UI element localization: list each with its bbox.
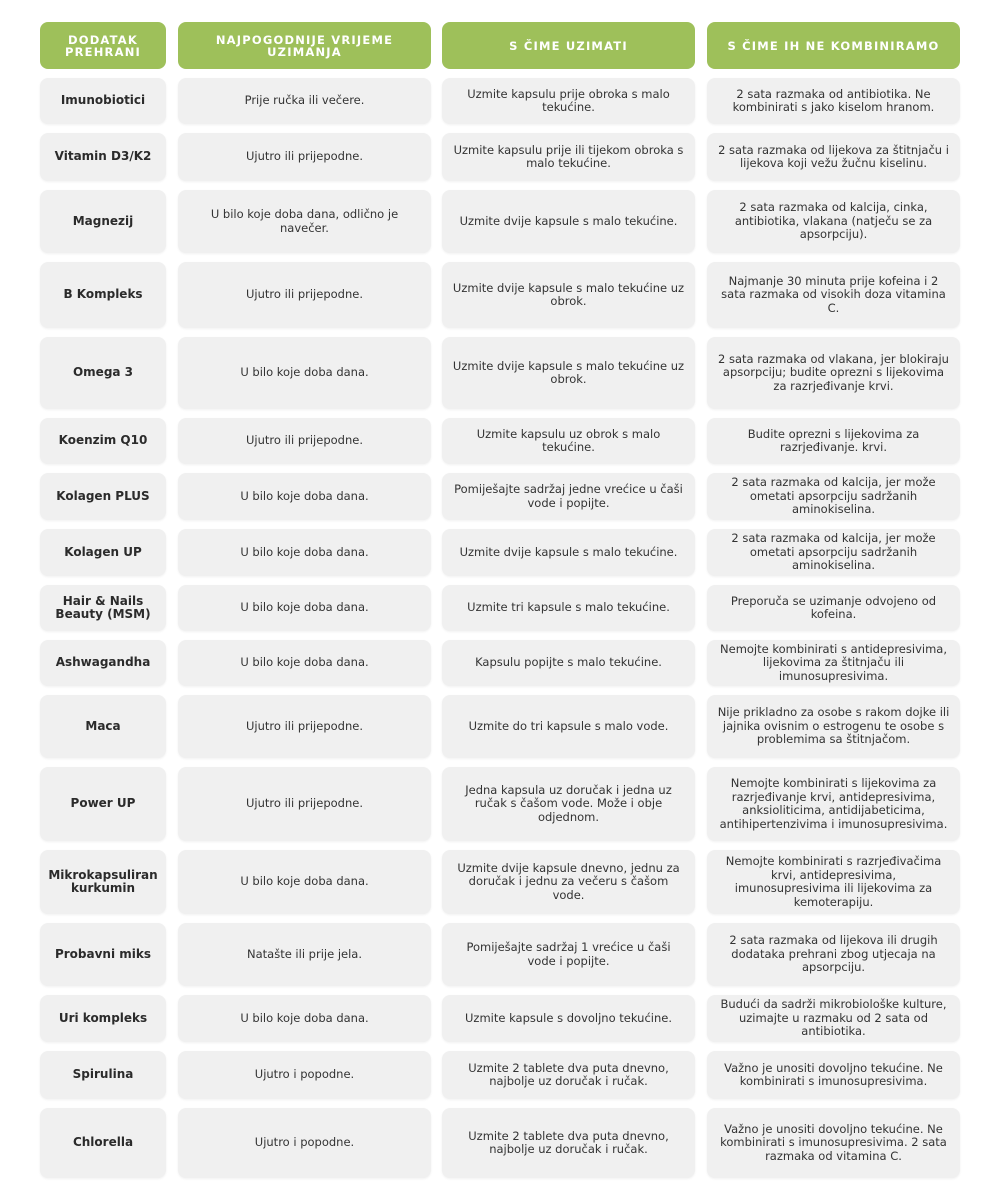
best-time: Natašte ili prije jela. bbox=[178, 923, 431, 986]
table-row bbox=[40, 850, 960, 914]
best-time: Prije ručka ili večere. bbox=[178, 78, 431, 124]
take-with: Uzmite kapsulu prije ili tijekom obroka s malo tekućine. bbox=[442, 133, 695, 181]
supplement-name: Vitamin D3/K2 bbox=[40, 133, 166, 181]
supplement-name: Spirulina bbox=[40, 1051, 166, 1099]
take-with: Uzmite dvije kapsule dnevno, jednu za doručak i jednu za večeru s čašom vode. bbox=[442, 850, 695, 914]
table-row bbox=[40, 1051, 960, 1099]
do-not-combine: Važno je unositi dovoljno tekućine. Ne kombinirati s imunosupresivima. bbox=[707, 1051, 960, 1099]
take-with: Uzmite dvije kapsule s malo tekućine uz obrok. bbox=[442, 337, 695, 409]
table-row bbox=[40, 1108, 960, 1178]
take-with: Uzmite kapsule s dovoljno tekućine. bbox=[442, 995, 695, 1042]
do-not-combine: 2 sata razmaka od kalcija, jer može ometati apsorpciju sadržanih aminokiselina. bbox=[707, 529, 960, 576]
table-row bbox=[40, 923, 960, 986]
do-not-combine: Preporuča se uzimanje odvojeno od kofeina. bbox=[707, 585, 960, 631]
supplement-name: Maca bbox=[40, 695, 166, 758]
best-time: U bilo koje doba dana. bbox=[178, 337, 431, 409]
do-not-combine: Nemojte kombinirati s lijekovima za razrjeđivanje krvi, antidepresivima, anksioliticima, antidijabeticima, antihipertenzivima i imunosupresivima. bbox=[707, 767, 960, 841]
best-time: Ujutro ili prijepodne. bbox=[178, 767, 431, 841]
take-with: Uzmite dvije kapsule s malo tekućine. bbox=[442, 190, 695, 253]
do-not-combine: 2 sata razmaka od kalcija, cinka, antibiotika, vlakana (natječu se za apsorpciju). bbox=[707, 190, 960, 253]
supplement-name: Chlorella bbox=[40, 1108, 166, 1178]
supplement-name: Ashwagandha bbox=[40, 640, 166, 686]
do-not-combine: Nemojte kombinirati s antidepresivima, lijekovima za štitnjaču ili imunosupresivima. bbox=[707, 640, 960, 686]
best-time: Ujutro i popodne. bbox=[178, 1051, 431, 1099]
take-with: Uzmite 2 tablete dva puta dnevno, najbolje uz doručak i ručak. bbox=[442, 1108, 695, 1178]
table-row bbox=[40, 640, 960, 686]
table-row bbox=[40, 473, 960, 520]
do-not-combine: Budite oprezni s lijekovima za razrjeđivanje. krvi. bbox=[707, 418, 960, 464]
do-not-combine: 2 sata razmaka od antibiotika. Ne kombinirati s jako kiselom hranom. bbox=[707, 78, 960, 124]
take-with: Kapsulu popijte s malo tekućine. bbox=[442, 640, 695, 686]
supplement-name: Probavni miks bbox=[40, 923, 166, 986]
header-take-with: S ČIME UZIMATI bbox=[442, 22, 695, 69]
best-time: Ujutro ili prijepodne. bbox=[178, 133, 431, 181]
table-row bbox=[40, 262, 960, 328]
best-time: Ujutro i popodne. bbox=[178, 1108, 431, 1178]
do-not-combine: Važno je unositi dovoljno tekućine. Ne kombinirati s imunosupresivima. 2 sata razmaka od vitamina C. bbox=[707, 1108, 960, 1178]
supplement-name: B Kompleks bbox=[40, 262, 166, 328]
table-row bbox=[40, 529, 960, 576]
supplement-name: Power UP bbox=[40, 767, 166, 841]
take-with: Uzmite dvije kapsule s malo tekućine. bbox=[442, 529, 695, 576]
supplement-name: Kolagen PLUS bbox=[40, 473, 166, 520]
best-time: U bilo koje doba dana. bbox=[178, 585, 431, 631]
supplement-name: Imunobiotici bbox=[40, 78, 166, 124]
take-with: Uzmite kapsulu prije obroka s malo tekućine. bbox=[442, 78, 695, 124]
best-time: Ujutro ili prijepodne. bbox=[178, 695, 431, 758]
table-row bbox=[40, 190, 960, 253]
take-with: Uzmite tri kapsule s malo tekućine. bbox=[442, 585, 695, 631]
take-with: Pomiješajte sadržaj jedne vrećice u čaši vode i popijte. bbox=[442, 473, 695, 520]
table-header-row bbox=[40, 22, 960, 69]
best-time: U bilo koje doba dana. bbox=[178, 529, 431, 576]
take-with: Pomiješajte sadržaj 1 vrećice u čaši vode i popijte. bbox=[442, 923, 695, 986]
do-not-combine: Nemojte kombinirati s razrjeđivačima krvi, antidepresivima, imunosupresivima ili lijekovima za kemoterapiju. bbox=[707, 850, 960, 914]
table-row bbox=[40, 133, 960, 181]
best-time: U bilo koje doba dana. bbox=[178, 850, 431, 914]
do-not-combine: 2 sata razmaka od kalcija, jer može ometati apsorpciju sadržanih aminokiselina. bbox=[707, 473, 960, 520]
take-with: Uzmite do tri kapsule s malo vode. bbox=[442, 695, 695, 758]
do-not-combine: Najmanje 30 minuta prije kofeina i 2 sata razmaka od visokih doza vitamina C. bbox=[707, 262, 960, 328]
table-row bbox=[40, 418, 960, 464]
supplement-name: Koenzim Q10 bbox=[40, 418, 166, 464]
do-not-combine: 2 sata razmaka od lijekova za štitnjaču i lijekova koji vežu žučnu kiselinu. bbox=[707, 133, 960, 181]
do-not-combine: 2 sata razmaka od lijekova ili drugih dodataka prehrani zbog utjecaja na apsorpciju. bbox=[707, 923, 960, 986]
table-row bbox=[40, 78, 960, 124]
supplement-name: Mikrokapsuliran kurkumin bbox=[40, 850, 166, 914]
header-do-not-combine: S ČIME IH NE KOMBINIRAMO bbox=[707, 22, 960, 69]
best-time: Ujutro ili prijepodne. bbox=[178, 262, 431, 328]
table-row bbox=[40, 337, 960, 409]
take-with: Uzmite 2 tablete dva puta dnevno, najbolje uz doručak i ručak. bbox=[442, 1051, 695, 1099]
take-with: Uzmite kapsulu uz obrok s malo tekućine. bbox=[442, 418, 695, 464]
best-time: Ujutro ili prijepodne. bbox=[178, 418, 431, 464]
take-with: Uzmite dvije kapsule s malo tekućine uz obrok. bbox=[442, 262, 695, 328]
do-not-combine: Nije prikladno za osobe s rakom dojke ili jajnika ovisnim o estrogenu te osobe s problemima sa štitnjačom. bbox=[707, 695, 960, 758]
best-time: U bilo koje doba dana, odlično je navečer. bbox=[178, 190, 431, 253]
supplement-name: Kolagen UP bbox=[40, 529, 166, 576]
supplement-name: Omega 3 bbox=[40, 337, 166, 409]
table-row bbox=[40, 695, 960, 758]
header-best-time: NAJPOGODNIJE VRIJEME UZIMANJA bbox=[178, 22, 431, 69]
supplement-name: Hair & Nails Beauty (MSM) bbox=[40, 585, 166, 631]
supplement-name: Uri kompleks bbox=[40, 995, 166, 1042]
supplement-name: Magnezij bbox=[40, 190, 166, 253]
do-not-combine: Budući da sadrži mikrobiološke kulture, uzimajte u razmaku od 2 sata od antibiotika. bbox=[707, 995, 960, 1042]
best-time: U bilo koje doba dana. bbox=[178, 995, 431, 1042]
best-time: U bilo koje doba dana. bbox=[178, 473, 431, 520]
best-time: U bilo koje doba dana. bbox=[178, 640, 431, 686]
table-row bbox=[40, 995, 960, 1042]
supplements-table bbox=[40, 22, 960, 1178]
header-supplement: DODATAK PREHRANI bbox=[40, 22, 166, 69]
table-row bbox=[40, 585, 960, 631]
do-not-combine: 2 sata razmaka od vlakana, jer blokiraju apsorpciju; budite oprezni s lijekovima za razrjeđivanje krvi. bbox=[707, 337, 960, 409]
take-with: Jedna kapsula uz doručak i jedna uz ručak s čašom vode. Može i obje odjednom. bbox=[442, 767, 695, 841]
table-row bbox=[40, 767, 960, 841]
